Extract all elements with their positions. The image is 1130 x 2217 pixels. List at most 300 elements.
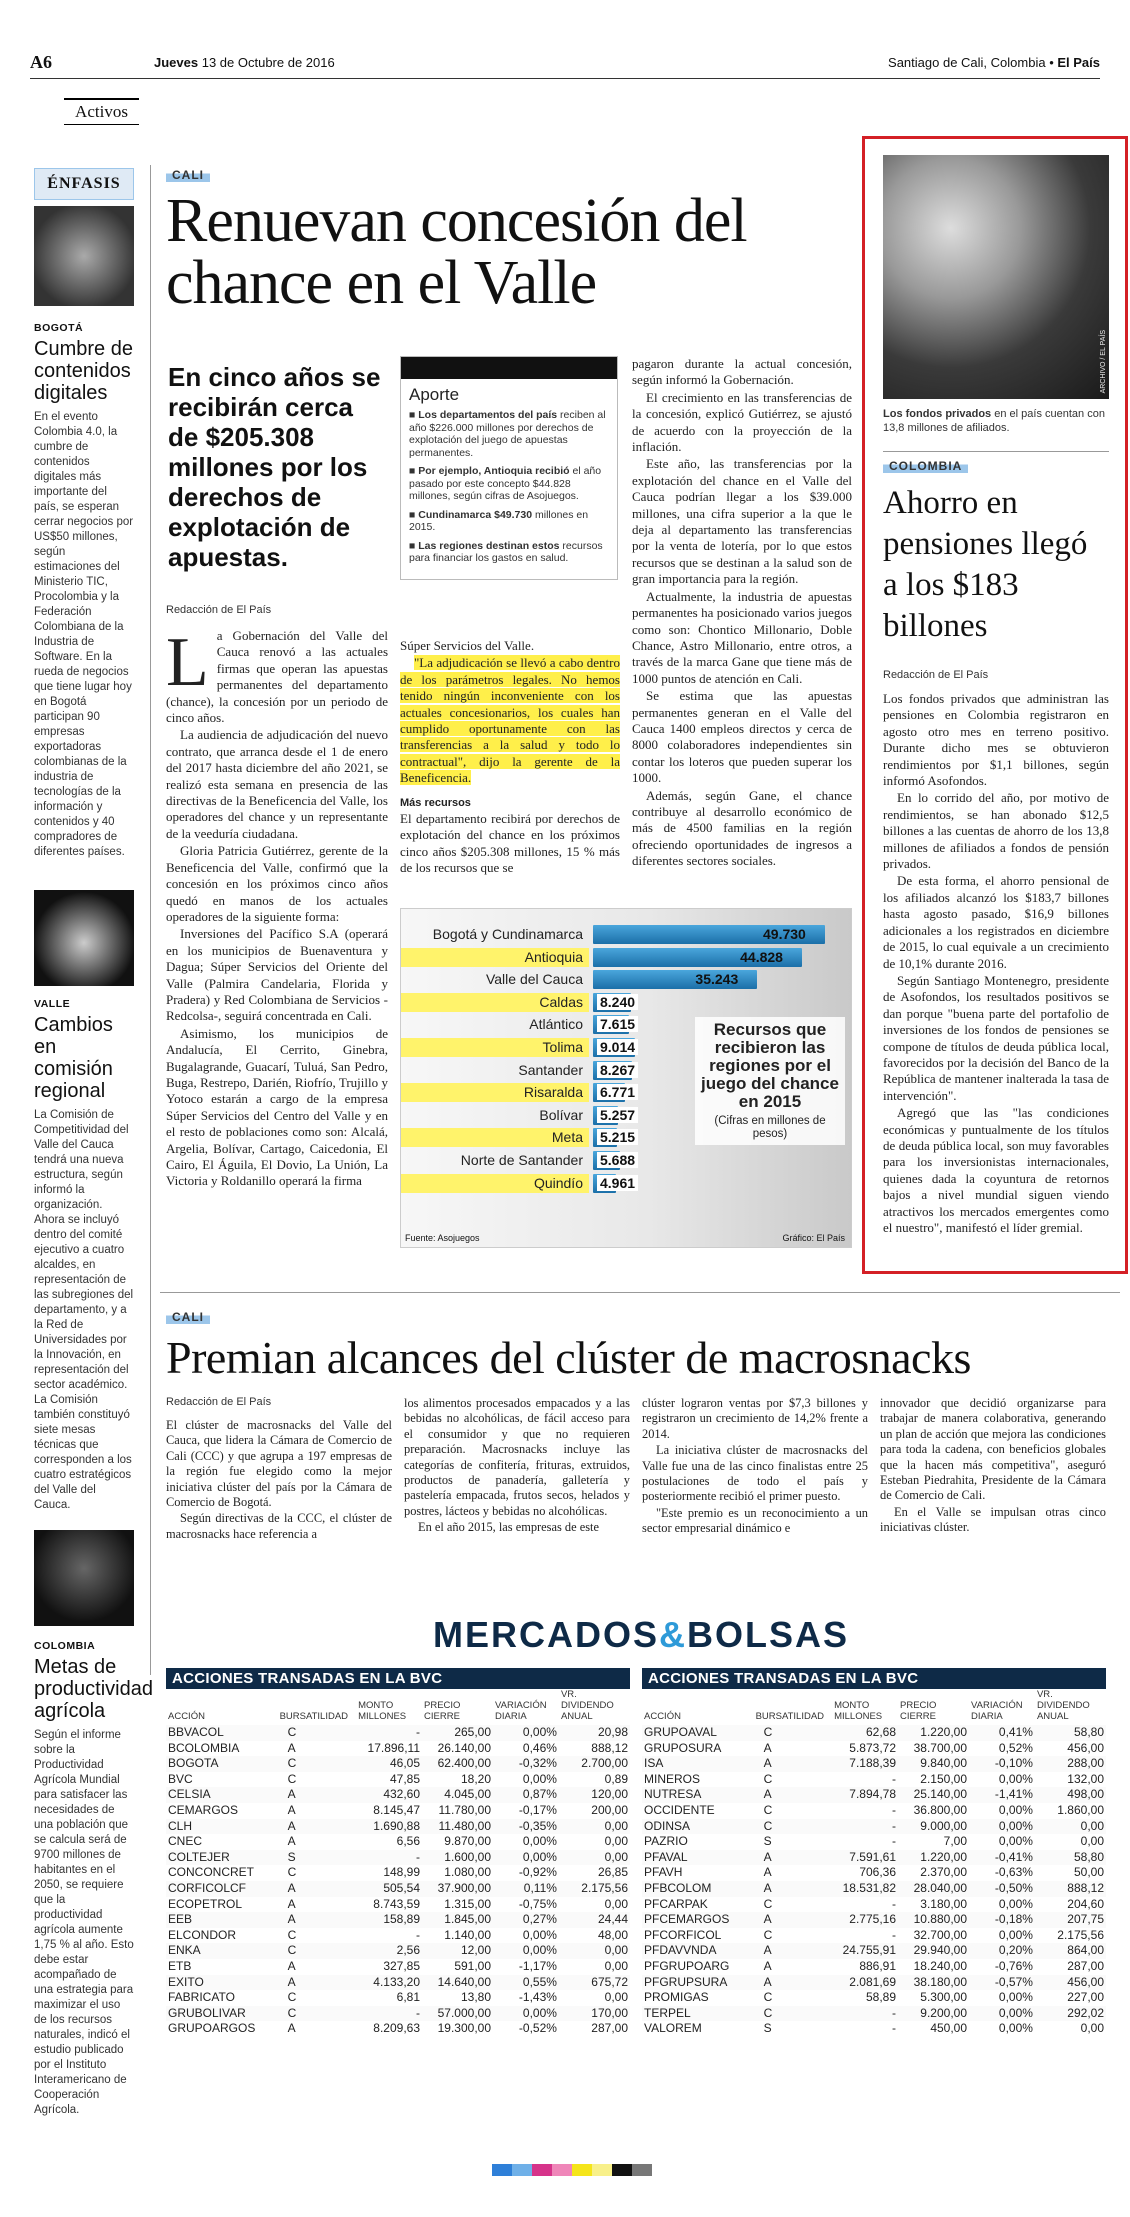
table-cell: A	[763, 1849, 772, 1864]
main-col-2-quote: "La adjudicación se llevó a cabo dentro de los parámetros legales. No hemos tenido ningún inconveniente con los actuales concesionarios, los cuales han cumplido oportunamente con las transferencias a la salud y todo lo contractual", dijo la gerente de la Beneficencia.	[400, 655, 620, 786]
table-row	[642, 1772, 1106, 1788]
table-cell: PFCARPAK	[644, 1896, 708, 1911]
table-row	[642, 1834, 1106, 1850]
table-cell: PAZRIO	[644, 1834, 688, 1849]
table-cell: 62,68	[865, 1725, 897, 1739]
column-header: ACCIÓN	[168, 1711, 205, 1722]
table-cell: 0,00%	[998, 1927, 1033, 1942]
table-row	[166, 1912, 630, 1928]
table-cell: -0,52%	[518, 2021, 557, 2036]
issue-date: Jueves 13 de Octubre de 2016	[154, 55, 335, 70]
table-row	[166, 1756, 630, 1772]
snacks-c4-p1: innovador que decidió organizarse para trabajar de manera colaborativa, generando un plan de acción que mejora las condiciones para toda la cadena, con beneficios globales que la hacen más competitiva", aseguró Esteban Piedrahita, Presidente de la Cámara de Comercio de Cali.	[880, 1396, 1106, 1503]
table-cell: C	[763, 1990, 773, 2005]
chart-category-label: Bolívar	[539, 1106, 583, 1123]
table-cell: 864,00	[1067, 1943, 1104, 1958]
column-header: VARIACIÓN DIARIA	[495, 1700, 547, 1722]
table-cell: 0,52%	[998, 1740, 1033, 1755]
column-header: ACCIÓN	[644, 1711, 681, 1722]
chart-value-label: 4.961	[597, 1175, 638, 1191]
chart-value-label: 49.730	[763, 926, 806, 942]
table-header-row	[166, 1689, 630, 1725]
pension-p4: Según Santiago Montenegro, presidente de Asofondos, los resultados positivos se dan porque "buena parte del portafolio de inversiones de los fondos de pensiones se compone de títulos de deuda pública local, favorecidos por la decisión del Banco de la República de mantener inalterada la tasa de intervención".	[883, 972, 1109, 1103]
table-cell: 4.045,00	[444, 1787, 492, 1802]
table-cell: 120,00	[591, 1787, 628, 1802]
table-cell: A	[287, 1740, 296, 1755]
chart-credit: Gráfico: El País	[782, 1233, 845, 1243]
table-row	[166, 1803, 630, 1819]
table-cell: PFGRUPOARG	[644, 1958, 730, 1973]
table-cell: 6,56	[396, 1834, 421, 1849]
table-cell: 265,00	[454, 1725, 492, 1739]
pension-p5: Agregó que las "las condiciones económicas y puntualmente de los títulos de deuda pública local, son muy favorables para los inversionistas internacionales, quienes dada la coyuntura de retornos bajos a nivel mundial siguen viendo atractivos los mercados emergentes como el nuestro", manifestó el líder gremial.	[883, 1105, 1109, 1235]
column-header: PRECIO CIERRE	[424, 1700, 461, 1722]
table-cell: C	[287, 1771, 297, 1786]
table-cell: PFDAVVNDA	[644, 1943, 717, 1958]
table-cell: 0,27%	[522, 1912, 557, 1927]
table-cell: CELSIA	[168, 1787, 211, 1802]
table-cell: A	[287, 1834, 296, 1849]
table-cell: PFBCOLOM	[644, 1880, 712, 1895]
table-cell: 48,00	[597, 1927, 628, 1942]
pension-headline: Ahorro en pensiones llegó a los $183 billones	[883, 485, 1088, 644]
pension-p1: Los fondos privados que administran las pensiones en Colombia registraron en agosto otro mes en terreno positivo. Durante dicho mes se obtuvieron rendimientos por $1,1 billones, según informó Asofondos.	[883, 691, 1109, 789]
table-cell: -	[892, 1802, 897, 1817]
chart-value-label: 6.771	[597, 1084, 638, 1100]
table-cell: 204,60	[1067, 1896, 1104, 1911]
markets-table-right-title: ACCIONES TRANSADAS EN LA BVC	[642, 1668, 1106, 1689]
table-cell: 24.755,91	[842, 1943, 897, 1958]
sidebar-headline-2: Cambios en comisión regional	[34, 1014, 113, 1102]
table-cell: 0,00%	[522, 1849, 557, 1864]
stock-table-left	[166, 1689, 630, 2037]
table-cell: 2.081,69	[849, 1974, 897, 1989]
table-cell: 888,12	[591, 1740, 628, 1755]
table-cell: -	[416, 1725, 421, 1739]
table-row	[642, 1990, 1106, 2006]
table-cell: -	[416, 1927, 421, 1942]
table-cell: 498,00	[1067, 1787, 1104, 1802]
table-row	[642, 1943, 1106, 1959]
table-cell: 7.188,39	[849, 1756, 897, 1771]
aporte-item: ■ Cundinamarca $49.730 millones en 2015.	[409, 508, 589, 533]
table-cell: PFAVH	[644, 1865, 683, 1880]
table-cell: -	[892, 1896, 897, 1911]
table-cell: 0,00%	[522, 1927, 557, 1942]
table-cell: 11.780,00	[438, 1802, 492, 1817]
table-cell: 32.700,00	[913, 1927, 968, 1942]
table-row	[166, 1787, 630, 1803]
photo-credit: ARCHIVO / EL PAÍS	[1100, 329, 1107, 393]
table-cell: 2,56	[396, 1943, 421, 1958]
column-header: VARIACIÓN DIARIA	[971, 1700, 1023, 1722]
table-cell: BOGOTA	[168, 1756, 219, 1771]
table-cell: ELCONDOR	[168, 1927, 237, 1942]
snacks-c2-p1: los alimentos procesados empacados y a las bebidas no alcohólicas, de fácil acceso para el consumidor y que no requieren preparación. Macrosnacks incluye las categorías de confitería, frituras, extruidos, productos de panadería, galletería y pastelería empacada, frutos secos, helados y postres, lácteos y bebidas no alcohólicas.	[404, 1396, 630, 1518]
table-cell: 170,00	[591, 2005, 628, 2020]
table-cell: -0,57%	[994, 1974, 1033, 1989]
markets-title	[166, 1614, 1116, 1656]
table-cell: 50,00	[1073, 1865, 1104, 1880]
table-cell: 58,80	[1073, 1725, 1104, 1739]
table-cell: 8.209,63	[373, 2021, 421, 2036]
table-cell: -0,75%	[518, 1896, 557, 1911]
sidebar-text-3: Según el informe sobre la Productividad Agrícola Mundial para satisfacer las necesidades de una población que se calcula será de 9700 millones de habitantes en el 2050, se requiere que la productividad agrícola aumente 1,75 % al año. Esto debe estar acompañado de una estrategia para maximizar el uso de los recursos naturales, indicó el estudio publicado por el Instituto Interamericano de Cooperación Agrícola.	[34, 1729, 134, 2116]
pension-tag: COLOMBIA	[883, 457, 968, 475]
table-cell: -0,17%	[518, 1802, 557, 1817]
main-col-1-p1: a Gobernación del Valle del Cauca renovó a las actuales firmas que operan las apuestas permanentes del departamento (chance), la concesión por un periodo de cinco años.	[166, 628, 388, 726]
table-cell: 886,91	[859, 1958, 897, 1973]
snacks-c3-p1: clúster lograron ventas por $7,3 billones y registraron un crecimiento de 14,2% frente a 2014.	[642, 1396, 868, 1441]
table-cell: -0,50%	[994, 1880, 1033, 1895]
table-cell: C	[763, 1818, 773, 1833]
table-cell: 14.640,00	[437, 1974, 492, 1989]
table-cell: 158,89	[383, 1912, 421, 1927]
table-row	[166, 1865, 630, 1881]
table-cell: 1.690,88	[373, 1818, 421, 1833]
table-row	[166, 1897, 630, 1913]
bullet-icon: ■	[409, 508, 419, 521]
main-col-2-a: Súper Servicios del Valle.	[400, 638, 535, 653]
table-cell: -1,17%	[518, 1958, 557, 1973]
table-cell: 47,85	[389, 1771, 421, 1786]
table-cell: CEMARGOS	[168, 1802, 239, 1817]
table-row	[642, 1959, 1106, 1975]
sidebar-kicker-1: BOGOTÁ	[34, 322, 84, 334]
snacks-c1-p1: El clúster de macrosnacks del Valle del Cauca, que lidera la Cámara de Comercio de Cali (CCC) y que agrupa a 197 empresas de la región fue elegido como la mejor iniciativa clúster del país por la Cámara de Comercio de Bogotá.	[166, 1418, 392, 1510]
chart-category-label: Atlántico	[529, 1016, 583, 1033]
table-cell: -1,43%	[518, 1990, 557, 2005]
table-cell: C	[287, 1865, 297, 1880]
snacks-col-2	[404, 1396, 630, 1537]
snacks-c3-p3: "Este premio es un reconocimiento a un sector empresarial dinámico e	[642, 1505, 868, 1536]
table-cell: 37.900,00	[437, 1880, 492, 1895]
table-cell: 9.200,00	[920, 2005, 968, 2020]
table-row	[642, 1865, 1106, 1881]
table-row	[642, 1850, 1106, 1866]
table-cell: 7.894,78	[849, 1787, 897, 1802]
table-cell: A	[763, 1740, 772, 1755]
table-cell: 25.140,00	[913, 1787, 968, 1802]
stock-table-right	[642, 1689, 1106, 2037]
table-cell: 200,00	[591, 1802, 628, 1817]
sidebar-title: ÉNFASIS	[34, 168, 134, 200]
table-cell: 456,00	[1067, 1974, 1104, 1989]
table-row	[166, 2021, 630, 2037]
table-cell: 10.880,00	[913, 1912, 968, 1927]
table-row	[642, 2021, 1106, 2037]
table-row	[166, 1741, 630, 1757]
pension-rule	[883, 451, 1109, 452]
chart-category-label: Quindío	[401, 1174, 589, 1193]
chart-value-label: 5.215	[597, 1129, 638, 1145]
table-cell: OCCIDENTE	[644, 1802, 715, 1817]
main-col-3	[632, 356, 852, 871]
table-cell: 0,00%	[998, 1990, 1033, 2005]
table-cell: 46,05	[389, 1756, 421, 1771]
chart-category-label: Risaralda	[401, 1083, 589, 1102]
table-row	[166, 1819, 630, 1835]
table-cell: A	[287, 1818, 296, 1833]
table-cell: -	[892, 1834, 897, 1849]
sidebar-headline-3: Metas de productividad agrícola	[34, 1656, 153, 1722]
snacks-c1-p2: Según directivas de la CCC, el clúster de macrosnacks hace referencia a	[166, 1511, 392, 1541]
table-cell: MINEROS	[644, 1771, 701, 1786]
column-header: PRECIO CIERRE	[900, 1700, 937, 1722]
table-cell: A	[287, 1802, 296, 1817]
table-cell: 13,80	[460, 1990, 492, 2005]
table-row	[166, 1772, 630, 1788]
column-header: BURSATILIDAD	[279, 1711, 349, 1722]
table-cell: VALOREM	[644, 2021, 702, 2036]
chart-subtitle: (Cifras en millones de pesos)	[714, 1115, 826, 1140]
table-cell: 0,00%	[998, 1771, 1033, 1786]
table-cell: C	[287, 1725, 297, 1739]
table-cell: C	[287, 2005, 297, 2020]
table-cell: 0,00%	[522, 1771, 557, 1786]
table-cell: 0,00%	[522, 1725, 557, 1739]
snacks-byline: Redacción de El País	[166, 1396, 272, 1408]
table-cell: 0,00	[604, 1896, 628, 1911]
table-cell: A	[287, 1912, 296, 1927]
chart-category-label: Caldas	[401, 993, 589, 1012]
table-cell: GRUBOLIVAR	[168, 2005, 246, 2020]
table-cell: 0,00	[604, 1958, 628, 1973]
chart-category-label: Norte de Santander	[460, 1152, 583, 1168]
chart-value-label: 8.267	[597, 1062, 638, 1078]
pension-body	[883, 691, 1109, 1237]
sidebar-photo-3	[34, 1530, 134, 1626]
table-cell: 38.700,00	[913, 1740, 968, 1755]
chart-value-label: 9.014	[597, 1039, 638, 1055]
chart-value-label: 8.240	[597, 994, 638, 1010]
table-cell: A	[287, 1880, 296, 1895]
table-cell: 288,00	[1067, 1756, 1104, 1771]
table-cell: 2.775,16	[849, 1912, 897, 1927]
table-cell: C	[763, 1725, 773, 1739]
main-col-1-p2: La audiencia de adjudicación del nuevo contrato, que arranca desde el 1 de enero del 2017 hasta diciembre del año 2021, se realizó esta semana en presencia de las directivas de la Beneficencia del Valle, los operadores del chance y un representante de la veeduría ciudadana.	[166, 727, 388, 841]
table-cell: 3.180,00	[920, 1896, 968, 1911]
chart-category-label: Bogotá y Cundinamarca	[432, 926, 583, 942]
table-cell: 292,02	[1067, 2005, 1104, 2020]
table-cell: A	[763, 1958, 772, 1973]
markets-title-amp: &	[659, 1614, 687, 1655]
table-cell: -0,76%	[994, 1958, 1033, 1973]
header-rule	[30, 78, 1100, 79]
aporte-item: ■ Por ejemplo, Antioquia recibió el año pasado por este concepto $44.828 millones, según cifras de Asojuegos.	[409, 465, 602, 502]
table-cell: 58,80	[1073, 1849, 1104, 1864]
table-cell: 0,11%	[523, 1880, 557, 1895]
table-cell: 20,98	[597, 1725, 628, 1739]
main-headline: Renuevan concesión del chance en el Valle	[166, 187, 747, 317]
table-cell: -	[892, 2021, 897, 2036]
table-cell: -0,41%	[994, 1849, 1033, 1864]
table-cell: 26,85	[597, 1865, 628, 1880]
table-cell: -	[892, 1771, 897, 1786]
table-cell: 38.180,00	[913, 1974, 968, 1989]
main-col-2-sub: Más recursos	[400, 796, 471, 809]
table-cell: 0,00%	[998, 2005, 1033, 2020]
main-col-2	[400, 638, 620, 878]
table-cell: 0,00	[604, 1834, 628, 1849]
pension-caption: Los fondos privados en el país cuentan con 13,8 millones de afiliados.	[883, 408, 1105, 434]
table-cell: NUTRESA	[644, 1787, 702, 1802]
table-cell: CORFICOLCF	[168, 1880, 246, 1895]
table-cell: 0,87%	[522, 1787, 557, 1802]
table-cell: PROMIGAS	[644, 1990, 709, 2005]
chart-category-label: Santander	[518, 1061, 583, 1078]
table-cell: ODINSA	[644, 1818, 691, 1833]
table-cell: -0,63%	[994, 1865, 1033, 1880]
table-cell: 7,00	[943, 1834, 968, 1849]
table-cell: 0,00	[604, 1943, 628, 1958]
main-col-1-p4: Inversiones del Pacífico S.A (operará en los municipios de Buenaventura y Dagua; Súper Servicios del Oriente del Valle (Palmira Candelaria, Florida y Pradera) y Red Colombiana de Servicios -Redcolsa-, seguirá concentrada en Cali.	[166, 926, 388, 1024]
bullet-icon: ■	[409, 465, 419, 477]
table-cell: 706,36	[859, 1865, 897, 1880]
table-cell: 11.480,00	[438, 1818, 492, 1833]
table-header-row	[642, 1689, 1106, 1725]
chart-source: Fuente: Asojuegos	[405, 1233, 480, 1243]
table-cell: A	[763, 1943, 772, 1958]
table-cell: 0,00	[1080, 1818, 1104, 1833]
table-cell: S	[763, 2021, 772, 2036]
main-deck: En cinco años se recibirán cerca de $205.308 millones por los derechos de explotación de apuestas.	[168, 362, 381, 572]
table-cell: EXITO	[168, 1974, 204, 1989]
pension-p3: De esta forma, el ahorro pensional de los afiliados alcanzó los $183,7 billones hasta agosto pasado, $16,9 billones adicionales a los registrados en diciembre de 2015, lo cual equivale a un crecimiento de 10,1% durante 2016.	[883, 873, 1109, 971]
main-col-3-p6: Además, según Gane, el chance contribuye al desarrollo económico de más de 4500 familias en la región ofreciendo oportunidades de ingresos a diferentes sectores sociales.	[632, 787, 852, 869]
table-cell: 287,00	[1067, 1958, 1104, 1973]
table-cell: 1.315,00	[444, 1896, 492, 1911]
table-cell: A	[763, 1756, 772, 1771]
table-row	[642, 1756, 1106, 1772]
main-byline: Redacción de El País	[166, 604, 272, 616]
chart-category-label: Tolima	[401, 1038, 589, 1057]
table-row	[642, 1912, 1106, 1928]
table-cell: PFGRUPSURA	[644, 1974, 728, 1989]
table-cell: 432,60	[383, 1787, 421, 1802]
table-cell: 0,00	[604, 1849, 628, 1864]
snacks-headline: Premian alcances del clúster de macrosnacks	[166, 1332, 971, 1383]
table-cell: GRUPOAVAL	[644, 1725, 717, 1739]
markets-table-left	[166, 1668, 630, 2037]
table-cell: -0,18%	[994, 1912, 1033, 1927]
snacks-col-3	[642, 1396, 868, 1538]
table-cell: -0,92%	[518, 1865, 557, 1880]
table-cell: GRUPOSURA	[644, 1740, 722, 1755]
table-cell: -0,35%	[518, 1818, 557, 1833]
table-row	[166, 1834, 630, 1850]
aporte-list	[401, 409, 617, 579]
table-cell: 1.220,00	[920, 1849, 968, 1864]
table-cell: 8.743,59	[373, 1896, 421, 1911]
main-col-3-p5: Se estima que las apuestas permanentes generan en el Valle del Cauca 1400 empleos directos y cerca de 8000 colaboradores independientes sin contar los loteros que pueden superar los 1000.	[632, 688, 852, 786]
chart-title-text: Recursos que recibieron las regiones por el juego del chance en 2015	[701, 1020, 839, 1111]
table-cell: BVC	[168, 1771, 193, 1786]
table-cell: 1.860,00	[1057, 1802, 1104, 1817]
table-cell: 7.591,61	[849, 1849, 897, 1864]
markets-table-right	[642, 1668, 1106, 2037]
main-col-1-p5: Asimismo, los municipios de Andalucía, El Cerrito, Ginebra, Bugalagrande, Guacarí, Tuluá, San Pedro, Buga, Restrepo, Darién, Riofrío, Trujillo y Yotoco estarán a cargo de la empresa Súper Servicios del Centro del Valle y en el resto de poblaciones como son: Alcalá, Argelia, Bolívar, Cartago, Caicedonia, El Cairo, El Águila, El Dovio, La Unión, La Victoria y Roldanillo operará la firma	[166, 1025, 388, 1189]
main-col-2-b: El departamento recibirá por derechos de explotación del chance en los próximos cinco años $205.308 millones, 15 % más de los recursos que se	[400, 811, 620, 876]
aporte-title: Aporte	[409, 385, 460, 404]
main-col-1-p3: Gloria Patricia Gutiérrez, gerente de la Beneficencia del Valle, confirmó que la concesión en los próximos cinco años quedó en manos de los actuales operadores de la siguiente forma:	[166, 843, 388, 924]
table-cell: -0,10%	[994, 1756, 1033, 1771]
table-cell: 2.150,00	[920, 1771, 968, 1786]
table-cell: 57.000,00	[437, 2005, 492, 2020]
markets-title-a: MERCADOS	[432, 1614, 659, 1655]
table-cell: ISA	[644, 1756, 664, 1771]
table-cell: -0,32%	[518, 1756, 557, 1771]
table-cell: C	[763, 1896, 773, 1911]
pension-box	[862, 136, 1128, 1274]
sidebar-kicker-2: VALLE	[34, 998, 71, 1010]
table-cell: 19.300,00	[437, 2021, 492, 2036]
table-cell: A	[287, 1787, 296, 1802]
table-cell: C	[763, 1927, 773, 1942]
table-cell: C	[287, 1943, 297, 1958]
table-cell: 12,00	[460, 1943, 492, 1958]
table-cell: FABRICATO	[168, 1990, 235, 2005]
table-row	[642, 1928, 1106, 1944]
main-col-1	[166, 624, 388, 1191]
table-cell: A	[763, 1912, 772, 1927]
column-header: VR. DIVIDENDO ANUAL	[1036, 1689, 1090, 1722]
table-row	[642, 1803, 1106, 1819]
table-cell: A	[763, 1865, 772, 1880]
table-cell: GRUPOARGOS	[168, 2021, 256, 2036]
table-cell: 24,44	[597, 1912, 628, 1927]
table-cell: -	[892, 1818, 897, 1833]
aporte-bar	[401, 357, 617, 379]
page-number: A6	[30, 52, 52, 72]
table-cell: 58,89	[865, 1990, 897, 2005]
table-cell: CLH	[168, 1818, 193, 1833]
table-cell: 2.175,56	[1057, 1927, 1104, 1942]
table-cell: 0,20%	[998, 1943, 1033, 1958]
table-cell: 0,00%	[998, 1802, 1033, 1817]
table-cell: -1,41%	[994, 1787, 1033, 1802]
table-cell: BCOLOMBIA	[168, 1740, 240, 1755]
color-registration-bar	[492, 2164, 652, 2176]
table-cell: 0,00	[604, 1990, 628, 2005]
bullet-icon: ■	[409, 409, 419, 421]
table-cell: 1.845,00	[444, 1912, 492, 1927]
sidebar-kicker-3: COLOMBIA	[34, 1640, 96, 1652]
table-cell: 2.370,00	[920, 1865, 968, 1880]
table-cell: 0,00%	[998, 2021, 1033, 2036]
table-cell: 17.896,11	[367, 1740, 421, 1755]
chart-category-label: Meta	[401, 1128, 589, 1147]
table-cell: S	[763, 1834, 772, 1849]
chart-category-label: Valle del Cauca	[485, 971, 583, 988]
table-cell: 18,20	[460, 1771, 492, 1786]
table-cell: ECOPETROL	[168, 1896, 243, 1911]
table-cell: C	[763, 1802, 773, 1817]
table-cell: PFAVAL	[644, 1849, 688, 1864]
table-cell: ENKA	[168, 1943, 201, 1958]
table-row	[642, 1741, 1106, 1757]
table-cell: PFCORFICOL	[644, 1927, 722, 1942]
table-cell: 18.531,82	[842, 1880, 897, 1895]
table-cell: 505,54	[383, 1880, 421, 1895]
aporte-box	[400, 356, 618, 580]
table-row	[166, 1725, 630, 1741]
sidebar-photo-1	[34, 206, 134, 306]
table-cell: TERPEL	[644, 2005, 691, 2020]
table-cell: 1.080,00	[444, 1865, 492, 1880]
table-cell: 227,00	[1067, 1990, 1104, 2005]
snacks-c2-p2: En el año 2015, las empresas de este	[418, 1520, 599, 1535]
